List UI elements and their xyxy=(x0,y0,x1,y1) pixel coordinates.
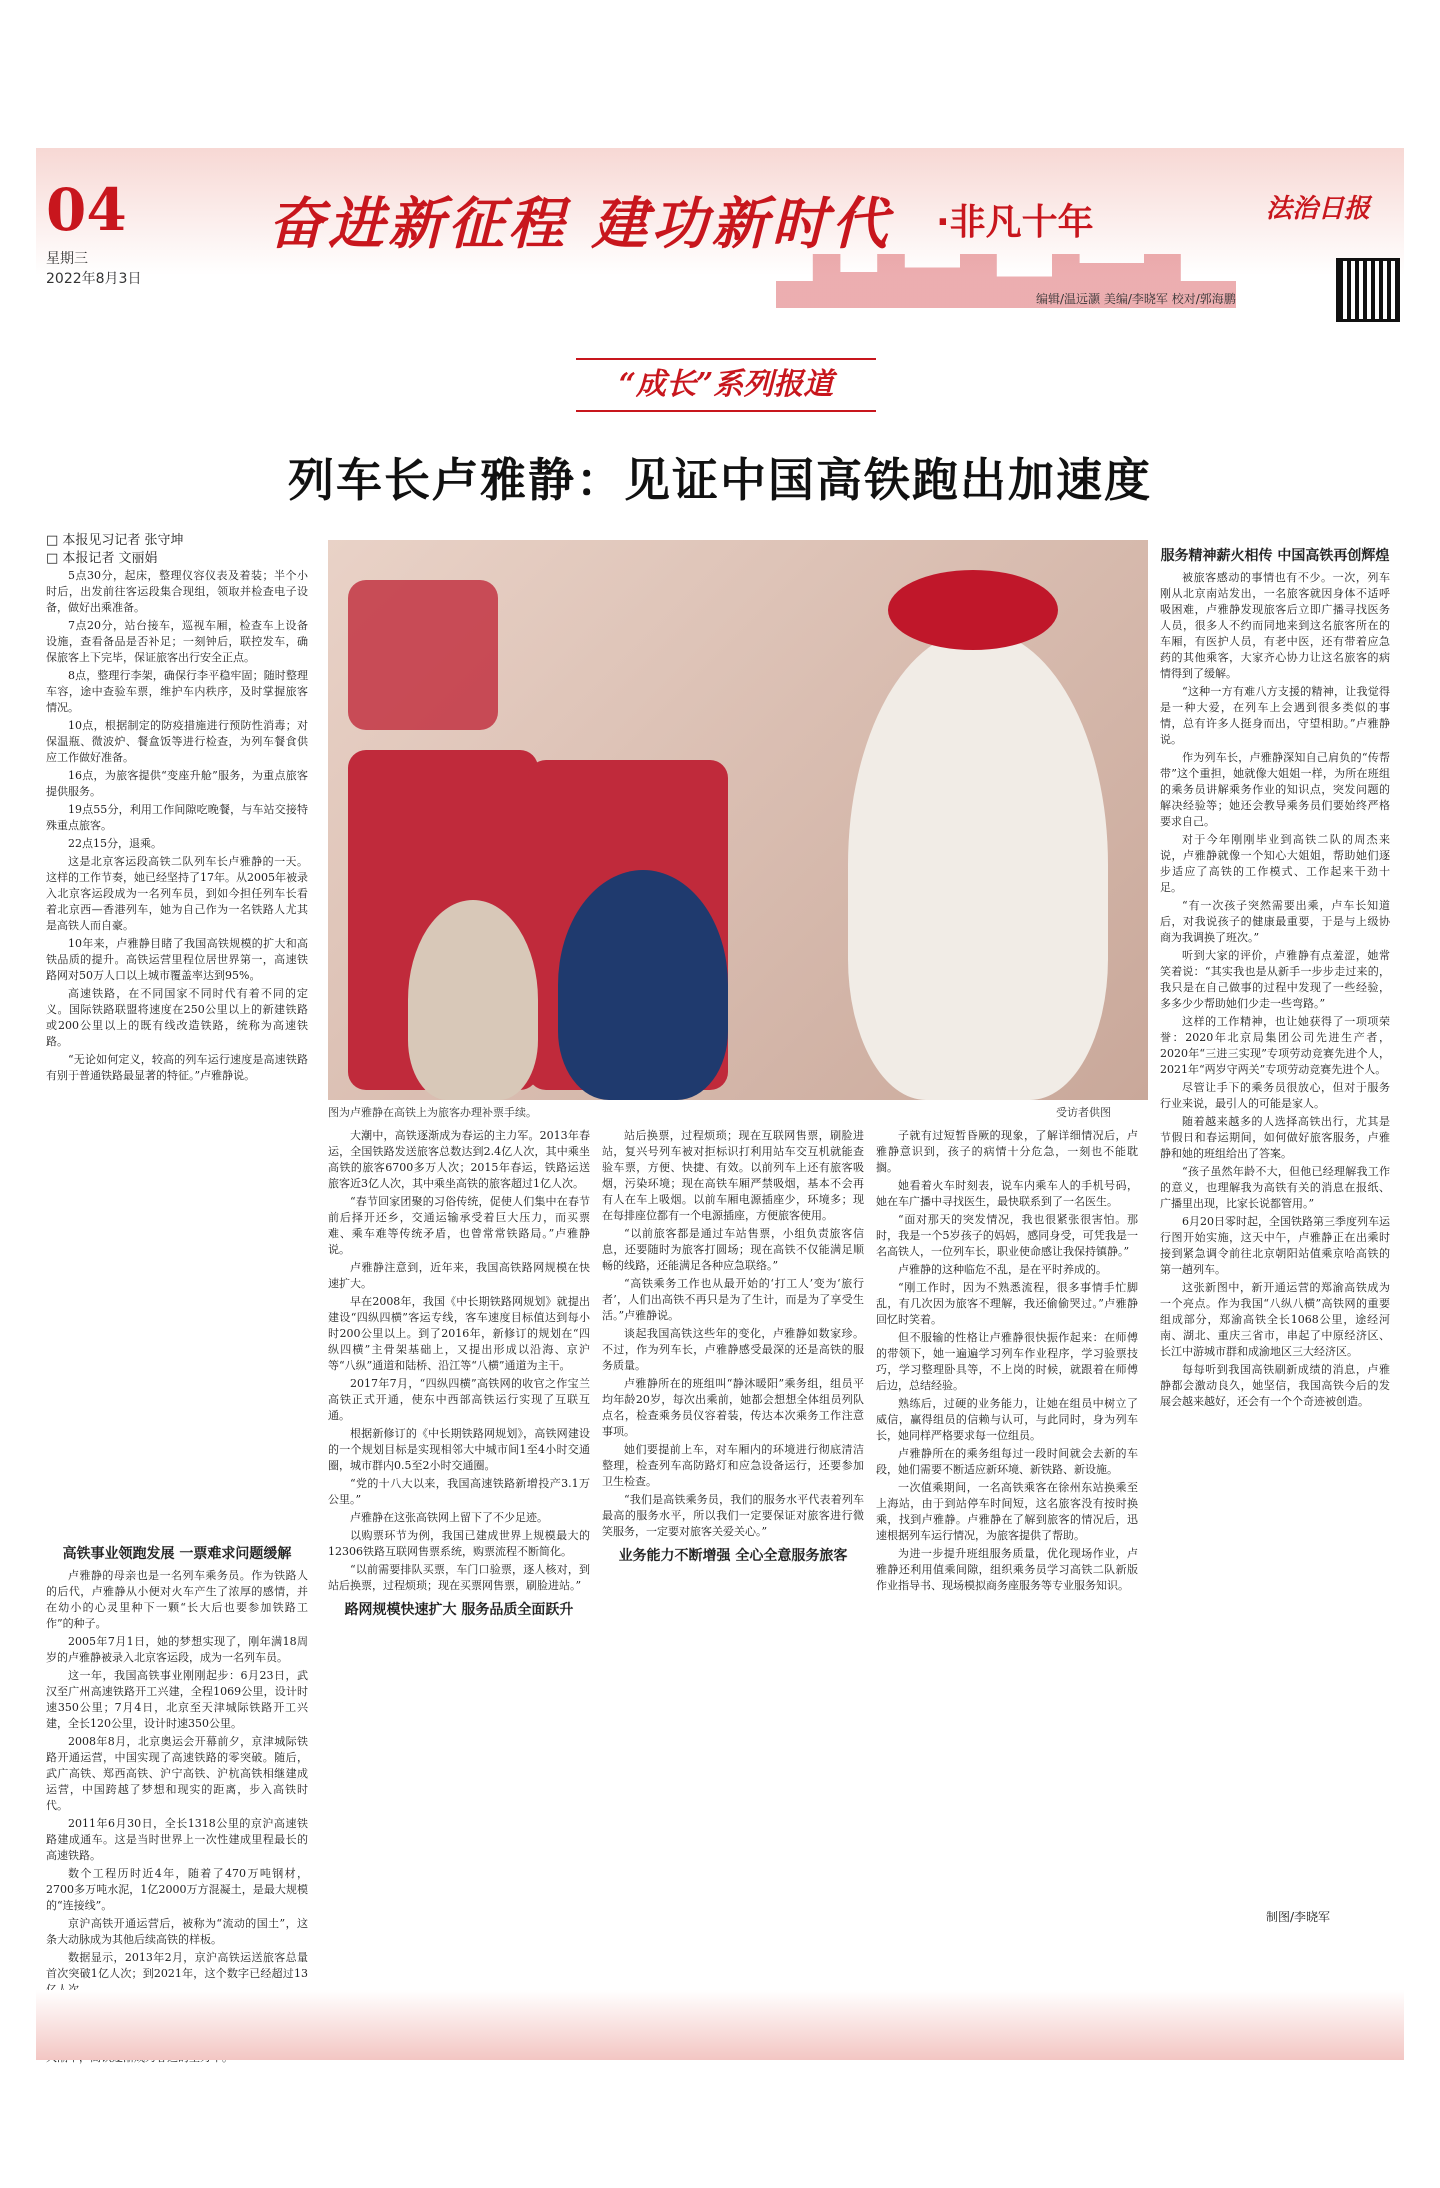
paragraph: 她们要提前上车，对车厢内的环境进行彻底清洁整理，检查列车高防路灯和应急设备运行，还要参加卫生检查。 xyxy=(602,1443,864,1488)
subhead: 高铁事业领跑发展 一票难求问题缓解 xyxy=(62,1546,292,1562)
paragraph: 2011年6月30日，全长1318公里的京沪高速铁路建成通车。这是当时世界上一次性建成里程最长的高速铁路。 xyxy=(46,1817,308,1862)
photo-caption: 图为卢雅静在高铁上为旅客办理补票手续。 xyxy=(328,1106,537,1119)
train-photo xyxy=(328,540,1148,1100)
paragraph: “党的十八大以来，我国高速铁路新增投产3.1万公里。” xyxy=(328,1477,590,1506)
paragraph: 谈起我国高铁这些年的变化，卢雅静如数家珍。不过，作为列车长，卢雅静感受最深的还是高铁的服务质量。 xyxy=(602,1327,864,1372)
paper-name: 法治日报 xyxy=(1266,194,1371,224)
paragraph: 数据显示，2013年2月，京沪高铁运送旅客总量首次突破1亿人次；到2021年，这个数字已经超过13 xyxy=(46,1951,308,1980)
paragraph: 7点20分，站台接车，巡视车厢，检查车上设备设施，查看备品是否补足；一刻钟后，联控发车，确保旅客上下完毕，保证旅客出行安全正点。 xyxy=(46,619,308,664)
paragraph: 这张新图中，新开通运营的郑渝高铁成为一个亮点。作为我国“八纵八横”高铁网的重要组成部分，郑渝高铁全长1068公里，途经河南、湖北、重庆三省市，串起了中原经济区、长江中游城市群和成渝地区三大经济区。 xyxy=(1160,1281,1390,1358)
footer-skyline-graphic xyxy=(36,1990,1404,2060)
paragraph: 以购票环节为例，我国已建成世界上规模最大的12306铁路互联网售票系统，购票流程不断简化。 xyxy=(328,1529,590,1558)
slogan: 奋进新征程 建功新时代 xyxy=(268,191,892,257)
newspaper-page xyxy=(36,148,1404,2060)
paragraph: 随着越来越多的人选择高铁出行，尤其是节假日和春运期间，如何做好旅客服务，卢雅静和她的班组给出了答案。 xyxy=(1160,1115,1390,1160)
train-conductor xyxy=(848,630,1108,1100)
paragraph: “高铁乘务工作也从最开始的‘打工人’变为‘旅行者’，人们出高铁不再只是为了生计，而是为了享受生活。”卢雅静说。 xyxy=(602,1277,864,1322)
series-banner: “成长”系列报道 xyxy=(576,358,876,412)
byline xyxy=(46,532,246,568)
weekday: 星期三 xyxy=(46,251,88,267)
editor-credits: 编辑/温远灏 美编/李晓军 校对/郭海鹏 xyxy=(1036,292,1236,306)
paragraph: 卢雅静注意到，近年来，我国高铁路网规模在快速扩大。 xyxy=(328,1261,590,1290)
paragraph: 2008年8月，北京奥运会开幕前夕，京津城际铁路开通运营，中国实现了高速铁路的零突破。随后，武广高铁、郑西高铁、沪宁高铁、沪杭高铁相继建成运营，中国跨越了梦想和现实的距离，步入高铁时代。 xyxy=(46,1735,308,1812)
paragraph: “孩子虽然年龄不大，但他已经理解我工作的意义，也理解我为高铁有关的消息在报纸、广播里出现，比家长说都管用。” xyxy=(1160,1165,1390,1210)
paragraph: 每每听到我国高铁刷新成绩的消息，卢雅静都会激动良久，她坚信，我国高铁今后的发展会越来越好，还会有一个个奇迹被创造。 xyxy=(1160,1363,1390,1408)
column-2 xyxy=(328,1128,590,1968)
paragraph: 被旅客感动的事情也有不少。一次，列车刚从北京南站发出，一名旅客就因身体不适呼吸困难，卢雅静发现旅客后立即广播寻找医务人员，很多人不约而同地来到这名旅客所在的车厢，有医护人员，有老中医，还有带着应急药的其他乘客，大家齐心协力让这名旅客的病情得到了缓解。 xyxy=(1160,571,1390,680)
paragraph: 数个工程历时近4年，随着了470万吨钢材，2700多万吨水泥，1亿2000万方混凝土，是最大规模的“连接线”。 xyxy=(46,1867,308,1912)
photo-credit: 受访者供图 xyxy=(1056,1106,1111,1119)
subhead: 服务精神薪火相传 中国高铁再创辉煌 xyxy=(1160,548,1390,564)
seat xyxy=(348,580,498,730)
paragraph: 2017年7月，“四纵四横”高铁网的收官之作宝兰高铁正式开通，使东中西部高铁运行实现了互联互通。 xyxy=(328,1377,590,1422)
graphic-credit: 制图/李晓军 xyxy=(1266,1910,1331,1924)
paragraph: “刚工作时，因为不熟悉流程，很多事情手忙脚乱，有几次因为旅客不理解，我还偷偷哭过。”卢雅静回忆时笑着。 xyxy=(876,1281,1138,1326)
paragraph: 根据新修订的《中长期铁路网规划》，高铁网建设的一个规划目标是实现相邻大中城市间1至4小时交通圈，城市群内0.5至2小时交通圈。 xyxy=(328,1427,590,1472)
paragraph: 大潮中，高铁逐渐成为春运的主力军。2013年春运，全国铁路发送旅客总数达到2.4亿人次，其中乘坐高铁的旅客6700多万人次；2015年春运，铁路运送旅客近3亿人次，其中乘坐高铁的旅客超过1亿人次。 xyxy=(328,1129,590,1190)
paragraph: 10年来，卢雅静目睹了我国高铁规模的扩大和高铁品质的提升。高铁运营里程位居世界第一，高速铁路网对50万人口以上城市覆盖率达到95%。 xyxy=(46,937,308,982)
headline: 列车长卢雅静：见证中国高铁跑出加速度 xyxy=(288,453,1152,507)
paragraph: 2005年7月1日，她的梦想实现了，刚年满18周岁的卢雅静被录入北京客运段，成为一名列车员。 xyxy=(46,1635,308,1664)
passenger-girl xyxy=(408,900,538,1100)
paragraph: “面对那天的突发情况，我也很紧张很害怕。那时，我是一个5岁孩子的妈妈，感同身受，可凭我是一名高铁人，一位列车长，职业使命感让我保持镇静。” xyxy=(876,1213,1138,1258)
column-1b xyxy=(46,1538,308,1980)
paragraph: 子就有过短暂昏厥的现象，了解详细情况后，卢雅静意识到，孩子的病情十分危急，一刻也不能耽搁。 xyxy=(876,1129,1138,1174)
issue-date: 2022年8月3日 xyxy=(46,271,142,287)
subhead: 业务能力不断增强 全心全意服务旅客 xyxy=(618,1548,848,1564)
paragraph: 站后换票，过程烦琐；现在互联网售票，刷脸进站，复兴号列车被对拒标识打利用站车交互机就能查验车票，方便、快捷、有效。以前列车上还有旅客吸烟，污染环境；现在高铁车厢严禁吸烟，基本不会再有人在车上吸烟。以前车厢电源插座少，环境多；现在每排座位都有一个电源插座，方便旅客使用。 xyxy=(602,1129,864,1222)
paragraph: 卢雅静所在的班组叫“静沐暖阳”乘务组，组员平均年龄20岁，每次出乘前，她都会想想全体组员列队点名，检查乘务员仪容着装，传达本次乘务工作注意事项。 xyxy=(602,1377,864,1438)
paragraph: 熟练后，过硬的业务能力，让她在组员中树立了威信，赢得组员的信赖与认可，与此同时，身为列车长，她同样严格要求每一位组员。 xyxy=(876,1397,1138,1442)
paragraph: “我们是高铁乘务员，我们的服务水平代表着列车最高的服务水平，所以我们一定要保证对旅客进行微笑服务，一定要对旅客关爱关心。” xyxy=(602,1493,864,1538)
paragraph: 卢雅静所在的乘务组每过一段时间就会去新的车段，她们需要不断适应新环境、新铁路、新设施。 xyxy=(876,1447,1138,1476)
paragraph: 8点，整理行李架，确保行李平稳牢固；随时整理车容，途中查验车票，维护车内秩序，及时掌握旅客情况。 xyxy=(46,669,308,714)
byline-line: □ 本报见习记者 张守坤 xyxy=(46,533,184,548)
byline-line: □ 本报记者 文丽娟 xyxy=(46,551,158,566)
paragraph: 19点55分，利用工作间隙吃晚餐，与车站交接特殊重点旅客。 xyxy=(46,803,308,832)
paragraph: “这种一方有难八方支援的精神，让我觉得是一种大爱，在列车上会遇到很多类似的事情，总有许多人挺身而出，守望相助。”卢雅静说。 xyxy=(1160,685,1390,746)
paragraph: 一次值乘期间，一名高铁乘客在徐州东站换乘至上海站，由于到站停车时间短，这名旅客没有按时换乘，找到卢雅静。卢雅静在了解到旅客的情况后，迅速根据列车运行情况，为旅客提供了帮助。 xyxy=(876,1481,1138,1542)
qr-code xyxy=(1336,258,1400,322)
paragraph: 对于今年刚刚毕业到高铁二队的周杰来说，卢雅静就像一个知心大姐姐，帮助她们逐步适应了高铁的工作模式、工作起来干劲十足。 xyxy=(1160,833,1390,894)
paragraph: 16点，为旅客提供“变座升舱”服务，为重点旅客提供服务。 xyxy=(46,769,308,798)
slogan-suffix: ·非凡十年 xyxy=(936,202,1094,243)
paragraph: 卢雅静的这种临危不乱，是在平时养成的。 xyxy=(898,1263,1107,1276)
paragraph: 10点，根据制定的防疫措施进行预防性消毒；对保温瓶、微波炉、餐盒饭等进行检查，为列车餐食供应工作做好准备。 xyxy=(46,719,308,764)
page-header xyxy=(36,148,1404,330)
paragraph: 但不服输的性格让卢雅静很快振作起来：在师傅的带领下，她一遍遍学习列车作业程序，学习验票技巧，学习整理卧具等，不上岗的时候，就跟着在师傅后边，总结经验。 xyxy=(876,1331,1138,1392)
paragraph: “无论如何定义，较高的列车运行速度是高速铁路有别于普通铁路最显著的特征。”卢雅静说。 xyxy=(46,1053,308,1082)
paragraph: “有一次孩子突然需要出乘，卢车长知道后，对我说孩子的健康最重要，于是与上级协商为我调换了班次。” xyxy=(1160,899,1390,944)
paragraph: 卢雅静的母亲也是一名列车乘务员。作为铁路人的后代，卢雅静从小便对火车产生了浓厚的感情，并在幼小的心灵里种下一颗“长大后也要参加铁路工作”的种子。 xyxy=(46,1569,308,1630)
paragraph: 这是北京客运段高铁二队列车长卢雅静的一天。这样的工作节奏，她已经坚持了17年。从2005年被录入北京客运段成为一名列车员，到如今担任列车长看着北京西—香港列车，她为自己作为一名铁路人尤其是高铁人而自豪。 xyxy=(46,855,308,932)
column-5 xyxy=(1160,540,1390,1900)
paragraph: 5点30分，起床，整理仪容仪表及着装；半个小时后，出发前往客运段集合现组，领取并检查电子设备，做好出乘准备。 xyxy=(46,569,308,614)
page-number: 04 xyxy=(46,176,127,244)
paragraph: 尽管让手下的乘务员很放心，但对于服务行业来说，最引人的可能是家人。 xyxy=(1160,1081,1390,1110)
passenger-man xyxy=(558,870,728,1100)
conductor-hat xyxy=(888,570,1058,650)
paragraph: 这一年，我国高铁事业刚刚起步：6月23日，武汉至广州高速铁路开工兴建，全程1069公里，设计时速350公里；7月4日，北京至天津城际铁路开工兴建，全长120公里，设计时速350公里。 xyxy=(46,1669,308,1730)
subhead: 路网规模快速扩大 服务品质全面跃升 xyxy=(344,1602,574,1618)
paragraph: 这样的工作精神，也让她获得了一项项荣誉：2020年北京局集团公司先进生产者，2020年“三进三实现”专项劳动竞赛先进个人，2021年“两岁守两关”专项劳动竞赛先进个人。 xyxy=(1160,1015,1390,1076)
paragraph: 早在2008年，我国《中长期铁路网规划》就提出建设“四纵四横”客运专线，客车速度目标值达到每小时200公里以上。到了2016年，新修订的规划在“四纵四横”主骨架基础上，又提出形成以沿海、京沪等“八纵”通道和陆桥、沿江等“八横”通道为主干。 xyxy=(328,1295,590,1372)
column-1 xyxy=(46,568,308,1528)
paragraph: 6月20日零时起，全国铁路第三季度列车运行图开始实施，这天中午，卢雅静正在出乘时接到紧急调令前往北京朝阳站值乘京哈高铁的第一趟列车。 xyxy=(1160,1215,1390,1276)
paragraph: “春节回家团聚的习俗传统，促使人们集中在春节前后择开还乡，交通运输承受着巨大压力，而买票难、乘车难等传统矛盾，也曾常常铁路局。”卢雅静说。 xyxy=(328,1195,590,1256)
paragraph: “以前需要排队买票，车门口验票，逐人核对，到站后换票，过程烦琐；现在买票网售票，刷脸进站。” xyxy=(328,1563,590,1592)
paragraph: 京沪高铁开通运营后，被称为“流动的国土”，这条大动脉成为其他后续高铁的样板。 xyxy=(46,1917,308,1946)
paragraph: 高速铁路，在不同国家不同时代有着不同的定义。国际铁路联盟将速度在250公里以上的新建铁路或200公里以上的既有线改造铁路，统称为高速铁路。 xyxy=(46,987,308,1048)
paragraph: 她看着火车时刻表，说车内乘车人的手机号码，她在车广播中寻找医生，最快联系到了一名医生。 xyxy=(876,1179,1138,1208)
paragraph: 22点15分，退乘。 xyxy=(68,837,162,850)
paragraph: 为进一步提升班组服务质量，优化现场作业，卢雅静还利用值乘间隙，组织乘务员学习高铁二队新版作业指导书、现场模拟商务座服务等专业服务知识。 xyxy=(876,1547,1138,1592)
column-3 xyxy=(602,1128,864,1968)
paragraph: 听到大家的评价，卢雅静有点羞涩，她常笑着说：“其实我也是从新手一步步走过来的，我只是在自己做事的过程中发现了一些经验，多多少少帮助她们少走一些弯路。” xyxy=(1160,949,1390,1010)
paragraph: “以前旅客都是通过车站售票，小组负责旅客信息，还要随时为旅客打圆场；现在高铁不仅能满足顺畅的线路，还能满足各种应急联络。” xyxy=(602,1227,864,1272)
paragraph: 作为列车长，卢雅静深知自己肩负的“传帮带”这个重担，她就像大姐姐一样，为所在班组的乘务员讲解乘务作业的知识点，突发问题的解决经验等；她还会教导乘务员们要始终严格要求自己。 xyxy=(1160,751,1390,828)
paragraph: 卢雅静在这张高铁网上留下了不少足迹。 xyxy=(350,1511,548,1524)
column-4 xyxy=(876,1128,1138,1968)
